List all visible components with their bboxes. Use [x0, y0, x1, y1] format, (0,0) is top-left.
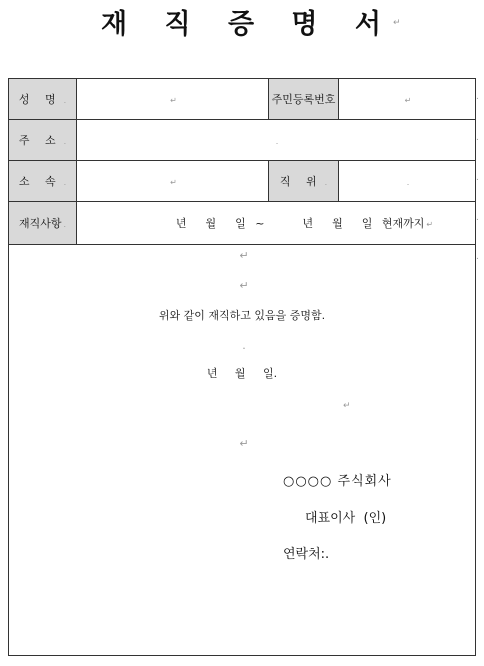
employment-label-cell: 재직사항 . — [9, 202, 77, 245]
name-label-cell: 성 명 . — [9, 79, 77, 120]
table-row — [9, 245, 476, 656]
resident-no-label-cell — [269, 79, 339, 120]
company-name: ○○○○ 주식회사 — [283, 474, 392, 489]
paragraph-mark: ↵ — [393, 18, 401, 28]
address-value-cell[interactable]: . — [77, 120, 476, 161]
contact-label[interactable]: 연락처:. — [283, 547, 330, 562]
position-label-cell: 직 위 . — [269, 161, 339, 202]
employment-period-text: 년 월 일 ~ 년 월 일 현재까지 — [175, 217, 425, 230]
empty-mark: . — [242, 339, 246, 352]
certificate-form-table — [8, 78, 476, 656]
address-label-cell: 주 소 . — [9, 120, 77, 161]
row-end-mark: . — [476, 173, 479, 183]
resident-no-value-cell[interactable]: ↵ — [339, 79, 476, 120]
position-value-cell[interactable]: . — [339, 161, 476, 202]
row-end-mark: . — [476, 133, 479, 143]
row-end-mark: . — [476, 92, 479, 102]
paragraph-mark: ↵ — [343, 401, 351, 411]
resident-no-label: 주민등록번호 — [271, 93, 336, 106]
row-end-mark: . — [476, 213, 479, 223]
certify-statement: 위와 같이 재직하고 있음을 증명함. — [158, 309, 326, 322]
employment-label: 재직사항 — [18, 217, 62, 230]
employment-period-cell[interactable]: 년 월 일 ~ 년 월 일 현재까지 ↵ — [77, 202, 476, 245]
paragraph-mark: ↵ — [239, 437, 249, 450]
table-row — [9, 161, 476, 202]
name-label: 성 명 — [18, 93, 62, 106]
department-label: 소 속 — [18, 175, 62, 188]
table-row — [9, 202, 476, 245]
row-end-mark: . — [476, 252, 479, 262]
address-label: 주 소 — [18, 134, 62, 147]
document-title: 재 직 증 명 서 — [100, 9, 395, 40]
paragraph-mark: ↵ — [239, 279, 249, 292]
table-row — [9, 120, 476, 161]
department-label-cell: 소 속 . — [9, 161, 77, 202]
ceo-signature-line: 대표이사 (인) — [305, 511, 387, 526]
name-value-cell[interactable]: ↵ — [77, 79, 269, 120]
department-value-cell[interactable]: ↵ — [77, 161, 269, 202]
table-row — [9, 79, 476, 120]
certificate-body-cell — [9, 245, 476, 656]
position-label: 직 위 — [279, 175, 323, 188]
issue-date[interactable]: 년 월 일. — [206, 367, 278, 380]
paragraph-mark: ↵ — [239, 249, 249, 262]
